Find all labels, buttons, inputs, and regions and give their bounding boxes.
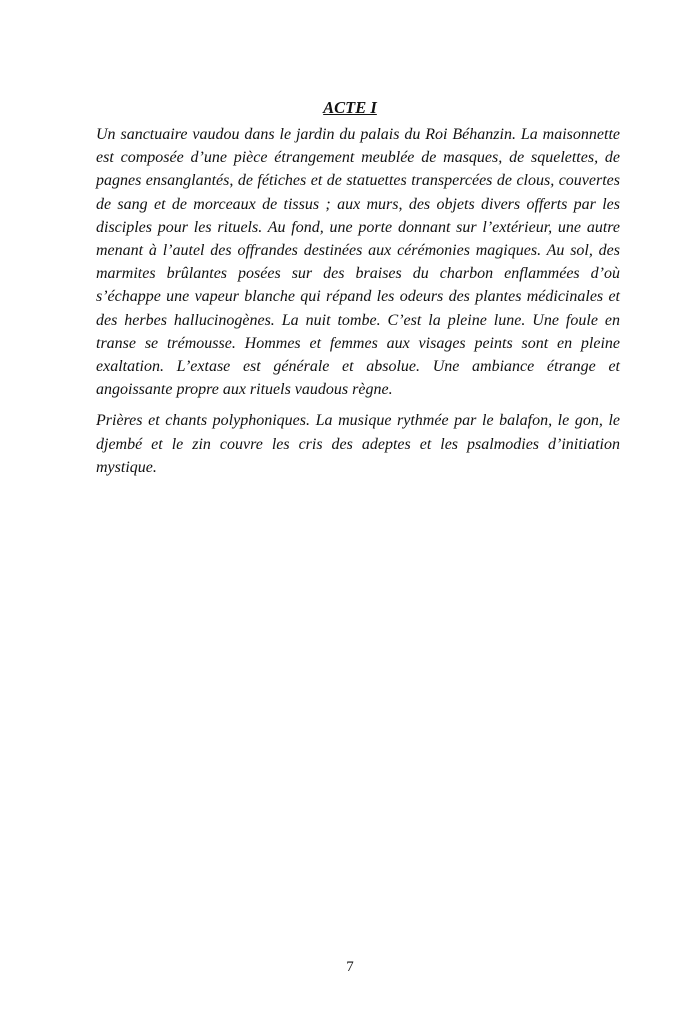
stage-direction-paragraph: Un sanctuaire vaudou dans le jardin du palais du Roi Béhanzin. La maisonnette est composée d’une pièce étrangement meublée de masques, de squelettes, de pagnes ensanglantés, de fétiches et de statuettes transpercées de clous, couvertes de sang et de morceaux de tissus ; aux murs, des objets divers offerts par les disciples pour les rituels. Au fond, une porte donnant sur l’extérieur, une autre menant à l’autel des offrandes destinées aux cérémonies magiques. Au sol, des marmites brûlantes posées sur des braises du charbon enflammées d’où s’échappe une vapeur blanche qui répand les odeurs des plantes médicinales et des herbes hallucinogènes. La nuit tombe. C’est la pleine lune. Une foule en transe se trémousse. Hommes et femmes aux visages peints sont en pleine exaltation. L’extase est générale et absolue. Une ambiance étrange et angoissante propre aux rituels vaudous règne. (96, 126, 620, 399)
page-number: 7 (346, 959, 354, 975)
stage-direction-paragraph: Prières et chants polyphoniques. La musique rythmée par le balafon, le gon, le djembé et le zin couvre les cris des adeptes et les psalmodies d’initiation mystique. (96, 412, 620, 476)
act-title: ACTE I (323, 98, 377, 117)
stage-directions (96, 123, 620, 487)
